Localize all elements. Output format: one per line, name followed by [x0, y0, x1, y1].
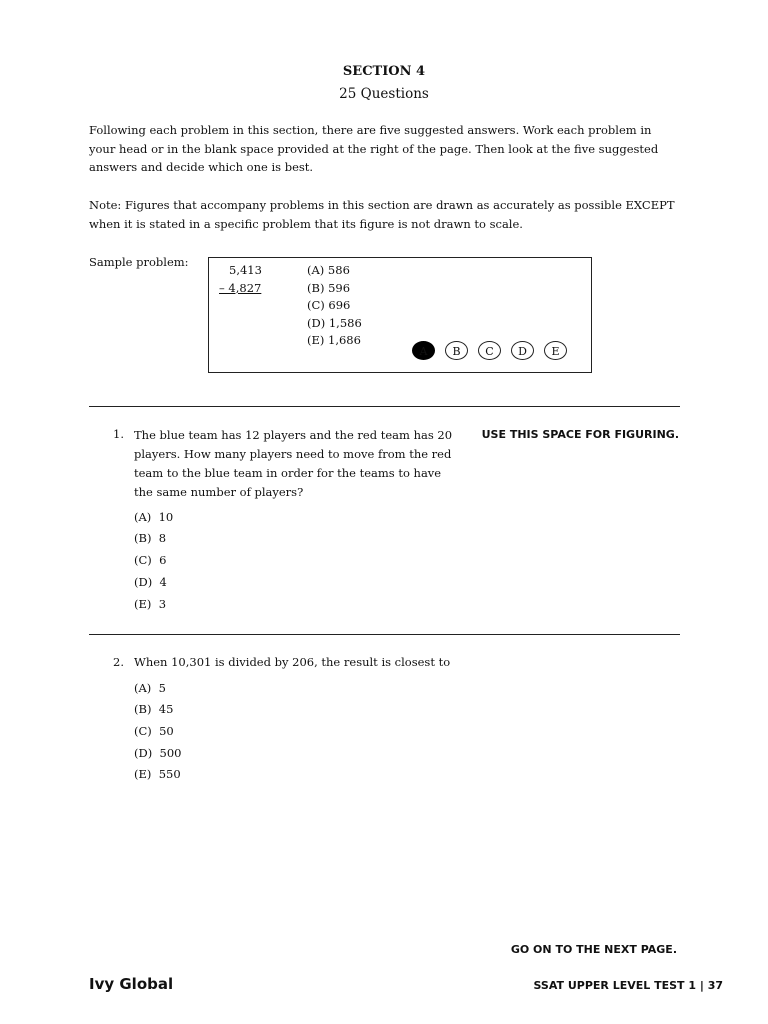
question-1-number: 1. — [113, 427, 124, 441]
question-1-line: The blue team has 12 players and the red team has 20 — [134, 428, 453, 442]
divider-line — [89, 634, 680, 635]
choice-letter: (C) — [134, 553, 152, 567]
q1-choice-c[interactable] — [134, 553, 166, 567]
answer-bubble-b[interactable]: B — [445, 341, 468, 360]
choice-value: 6 — [159, 553, 167, 567]
question-2-number: 2. — [113, 655, 124, 669]
sample-choice-c: (C) 696 — [307, 298, 351, 312]
q1-choice-e[interactable] — [134, 597, 166, 611]
choice-value: 45 — [158, 702, 174, 716]
go-on-next-page: GO ON TO THE NEXT PAGE. — [510, 943, 677, 956]
answer-bubble-d[interactable]: D — [511, 341, 534, 360]
choice-value: 550 — [158, 767, 181, 781]
q1-choice-a[interactable] — [134, 510, 173, 524]
choice-letter: (D) — [134, 746, 153, 760]
answer-bubble-e[interactable]: E — [544, 341, 567, 360]
q2-choice-e[interactable] — [134, 767, 181, 781]
choice-letter: (B) — [134, 702, 152, 716]
choice-value: 500 — [159, 746, 182, 760]
answer-bubble-c[interactable]: C — [478, 341, 501, 360]
section-title: SECTION 4 — [342, 64, 426, 79]
sample-label: Sample problem: — [89, 255, 189, 269]
q2-choice-d[interactable] — [134, 746, 181, 760]
question-1-line: players. How many players need to move from the red — [134, 447, 452, 461]
answer-bubble-a-filled[interactable]: A — [412, 341, 435, 360]
sample-bottom-number: – 4,827 — [219, 281, 262, 295]
sample-choice-b: (B) 596 — [307, 280, 351, 295]
note-paragraph: Note: Figures that accompany problems in this section are drawn as accurately as possible EXCEPT when it is stated in a specific problem that its figure is not drawn to scale. — [89, 198, 675, 231]
choice-value: 4 — [159, 575, 167, 589]
figuring-space-label: USE THIS SPACE FOR FIGURING. — [481, 428, 679, 441]
sample-choice-e: (E) 1,686 — [307, 333, 361, 347]
q1-choice-b[interactable] — [134, 531, 166, 545]
question-1-line: team to the blue team in order for the teams to have — [134, 466, 442, 480]
sample-top-number: 5,413 — [229, 263, 262, 277]
q2-choice-c[interactable] — [134, 724, 174, 738]
q1-choice-d[interactable] — [134, 575, 167, 589]
sample-choice-d: (D) 1,586 — [307, 315, 362, 330]
choice-letter: (A) — [134, 681, 152, 695]
choice-value: 8 — [158, 531, 167, 545]
test-page-label: SSAT UPPER LEVEL TEST 1 | 37 — [533, 979, 723, 992]
choice-value: 5 — [158, 681, 166, 695]
choice-value: 50 — [159, 724, 174, 738]
choice-letter: (D) — [134, 575, 153, 589]
brand-logo-text: Ivy Global — [89, 975, 174, 993]
choice-letter: (B) — [134, 531, 152, 545]
choice-letter: (A) — [134, 510, 152, 524]
choice-value: 10 — [158, 510, 174, 524]
instructions-paragraph: Following each problem in this section, there are five suggested answers. Work each problem in your head or in the blank space provided at the right of the page. Then look at the five suggested answers and decide which one is best. — [89, 123, 659, 174]
choice-letter: (C) — [134, 724, 152, 738]
question-2-line: When 10,301 is divided by 206, the result is closest to — [134, 655, 451, 669]
choice-letter: (E) — [134, 767, 152, 781]
question-count: 25 Questions — [339, 86, 429, 102]
sample-problem-box — [208, 257, 592, 373]
choice-letter: (E) — [134, 597, 152, 611]
question-1-line: the same number of players? — [134, 485, 304, 499]
sample-choice-a: (A) 586 — [307, 263, 350, 277]
choice-value: 3 — [158, 597, 167, 611]
question-1-text — [134, 426, 452, 502]
question-2-text — [134, 653, 450, 672]
q2-choice-a[interactable] — [134, 681, 166, 695]
divider-line — [89, 406, 680, 407]
q2-choice-b[interactable] — [134, 702, 173, 716]
